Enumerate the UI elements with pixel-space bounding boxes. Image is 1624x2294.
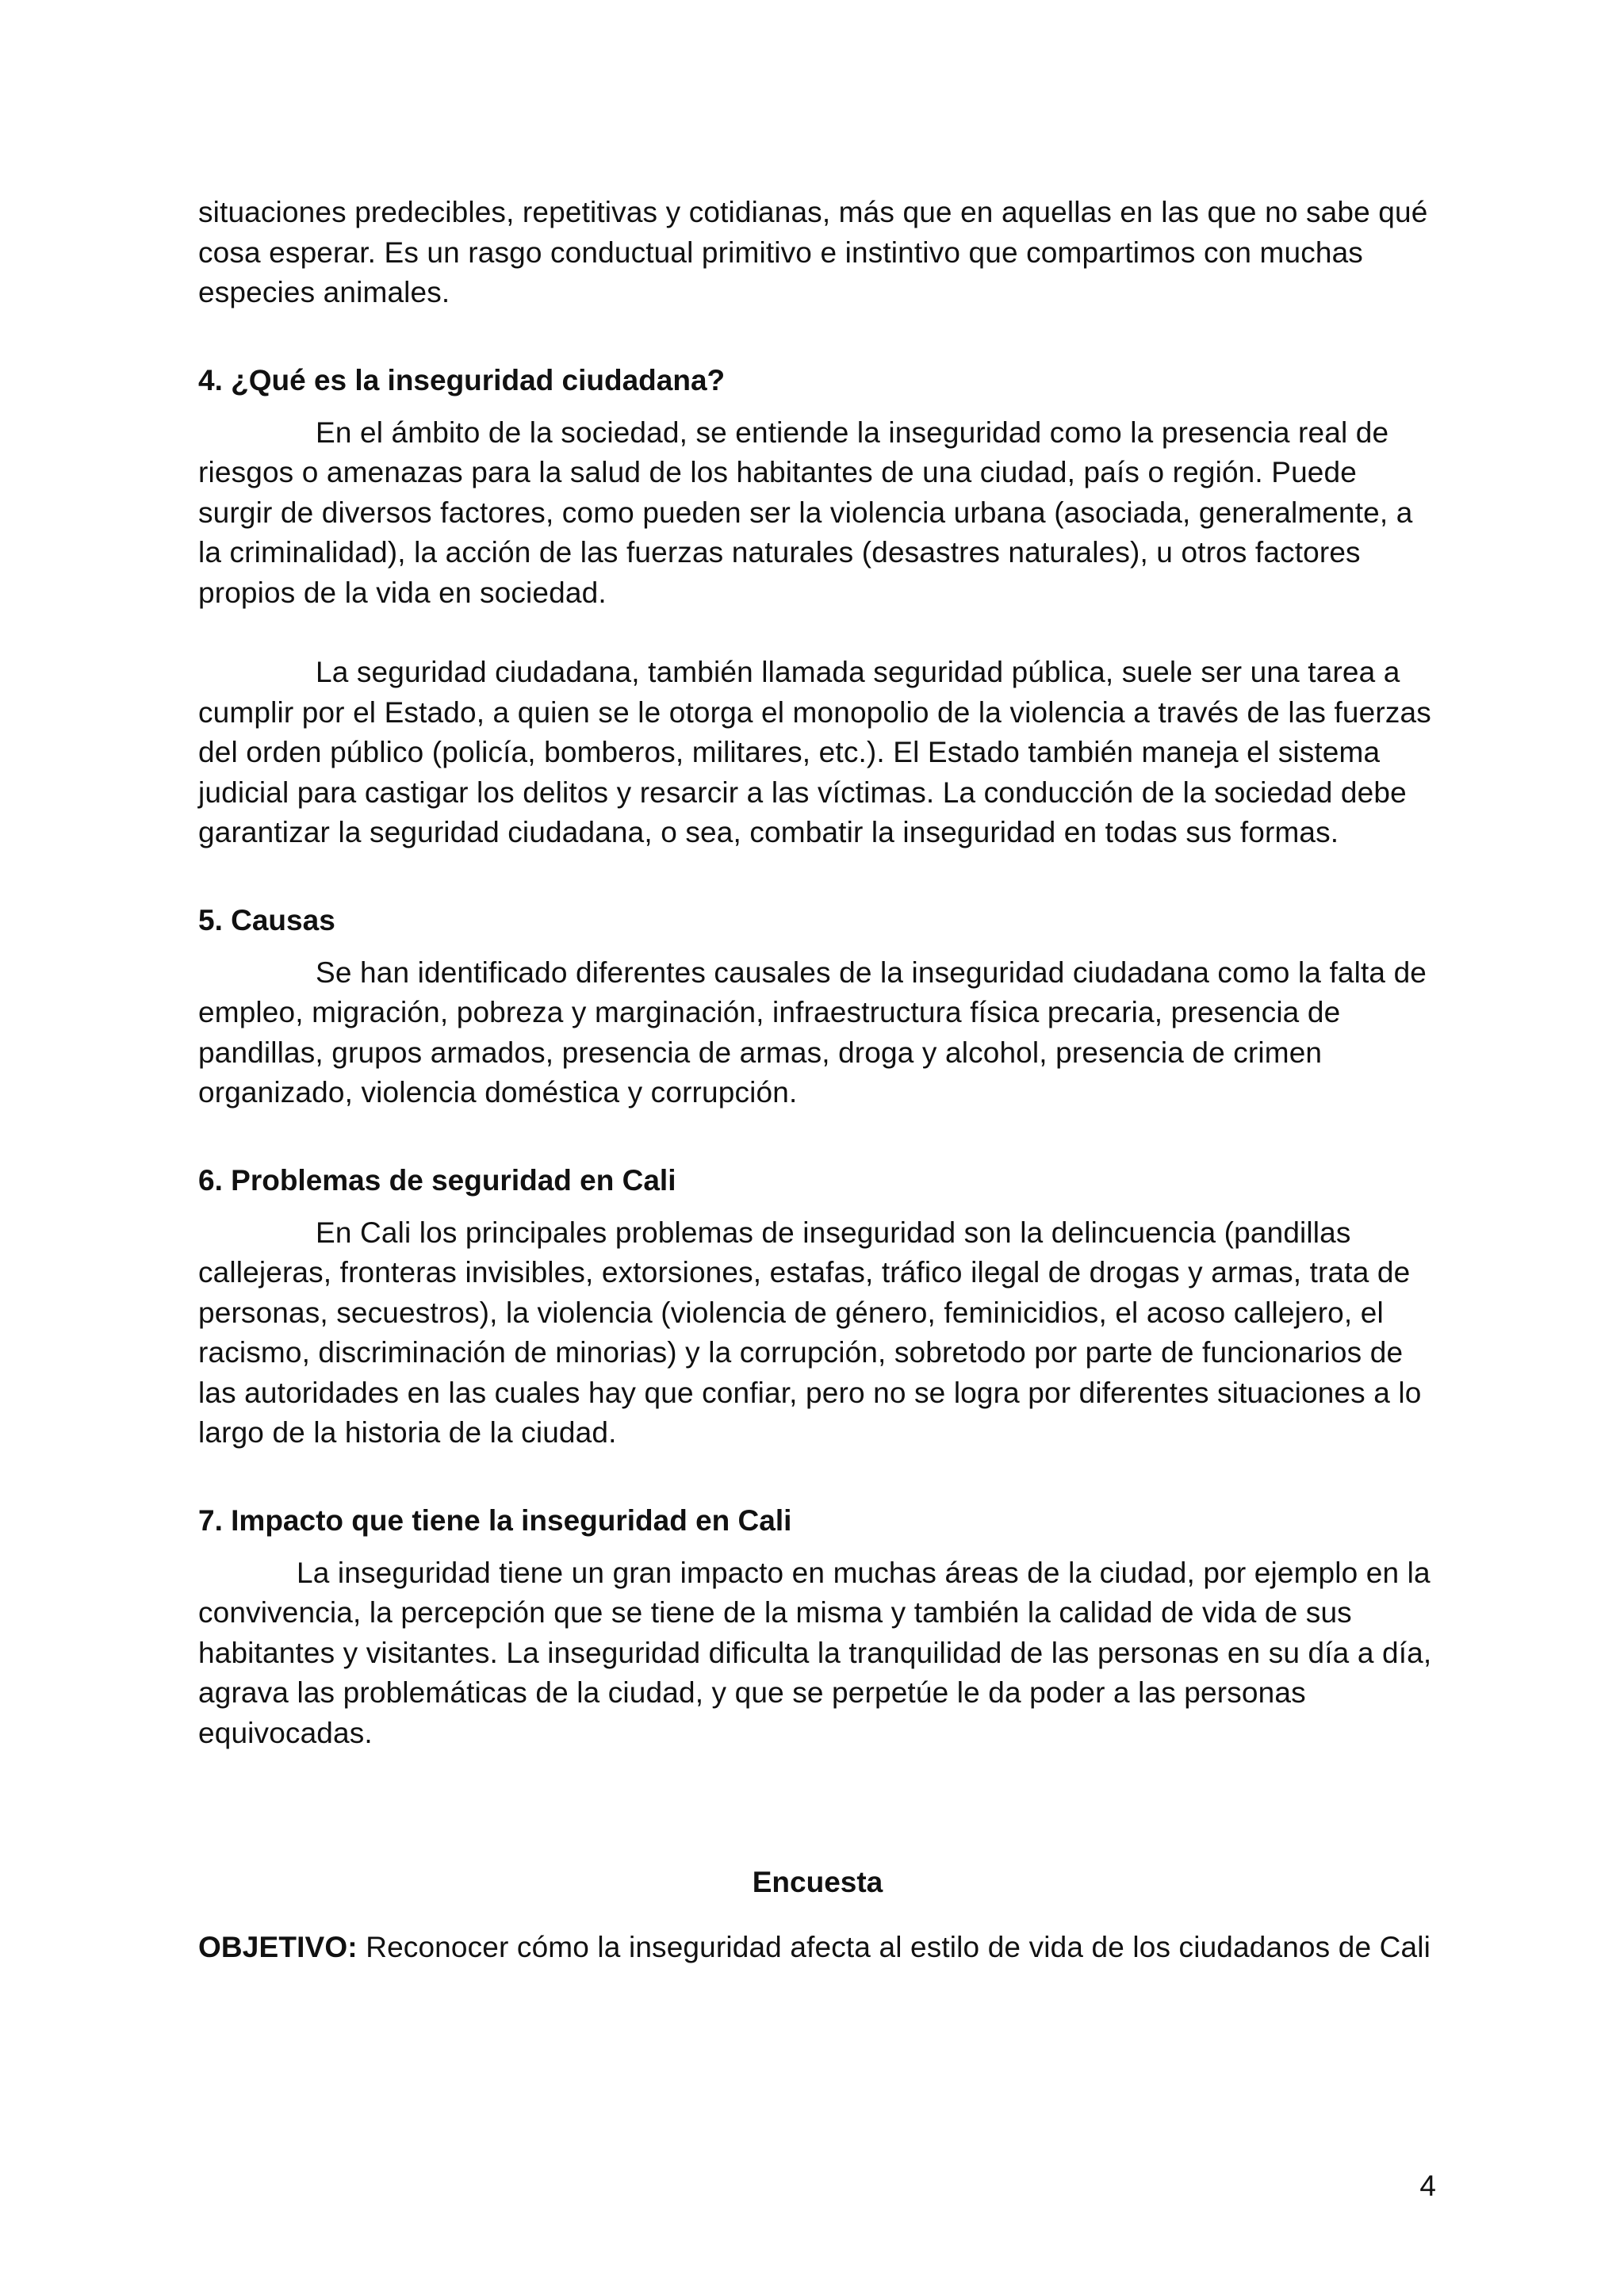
objective-label: OBJETIVO: [198, 1931, 358, 1963]
survey-title: Encuesta [752, 1866, 883, 1898]
section-4-paragraph-1: En el ámbito de la sociedad, se entiende la inseguridad como la presencia real de riesgos o amenazas para la salud de los habitantes de una ciudad, país o región. Puede surgir de diversos factores, como pueden ser la violencia urbana (asociada, generalmente, a la criminalidad), la acción de las fuerzas naturales (desastres naturales), u otros factores propios de la vida en sociedad. [198, 416, 1413, 609]
section-4-heading: 4. ¿Qué es la inseguridad ciudadana? [198, 363, 726, 396]
objective-text: Reconocer cómo la inseguridad afecta al estilo de vida de los ciudadanos de Cali [357, 1931, 1431, 1963]
section-5-paragraph-1: Se han identificado diferentes causales de la inseguridad ciudadana como la falta de empleo, migración, pobreza y marginación, infraestructura física precaria, presencia de pandillas, grupos armados, presencia de armas, droga y alcohol, presencia de crimen organizado, violencia doméstica y corrupción. [198, 956, 1427, 1109]
section-4-paragraph-2: La seguridad ciudadana, también llamada seguridad pública, suele ser una tarea a cumplir por el Estado, a quien se le otorga el monopolio de la violencia a través de las fuerzas del orden público (policía, bomberos, militares, etc.). El Estado también maneja el sistema judicial para castigar los delitos y resarcir a las víctimas. La conducción de la sociedad debe garantizar la seguridad ciudadana, o sea, combatir la inseguridad en todas sus formas. [198, 656, 1431, 848]
section-7-heading: 7. Impacto que tiene la inseguridad en Cali [198, 1503, 792, 1537]
intro-paragraph: situaciones predecibles, repetitivas y cotidianas, más que en aquellas en las que no sabe qué cosa esperar. Es un rasgo conductual primitivo e instintivo que compartimos con muchas especies animales. [198, 196, 1428, 308]
survey-objective [198, 1923, 1437, 1972]
page-number: 4 [1419, 2170, 1436, 2202]
section-6-paragraph-1: En Cali los principales problemas de inseguridad son la delincuencia (pandillas callejeras, fronteras invisibles, extorsiones, estafas, tráfico ilegal de drogas y armas, trata de personas, secuestros), la violencia (violencia de género, feminicidios, el acoso callejero, el racismo, discriminación de minorias) y la corrupción, sobretodo por parte de funcionarios de las autoridades en las cuales hay que confiar, pero no se logra por diferentes situaciones a lo largo de la historia de la ciudad. [198, 1216, 1422, 1449]
section-7-paragraph-1: La inseguridad tiene un gran impacto en muchas áreas de la ciudad, por ejemplo en la convivencia, la percepción que se tiene de la misma y también la calidad de vida de sus habitantes y visitantes. La inseguridad dificulta la tranquilidad de las personas en su día a día, agrava las problemáticas de la ciudad, y que se perpetúe le da poder a las personas equivocadas. [198, 1556, 1432, 1749]
page-content [198, 193, 1437, 1972]
section-5-heading: 5. Causas [198, 903, 335, 936]
section-6-heading: 6. Problemas de seguridad en Cali [198, 1163, 676, 1197]
